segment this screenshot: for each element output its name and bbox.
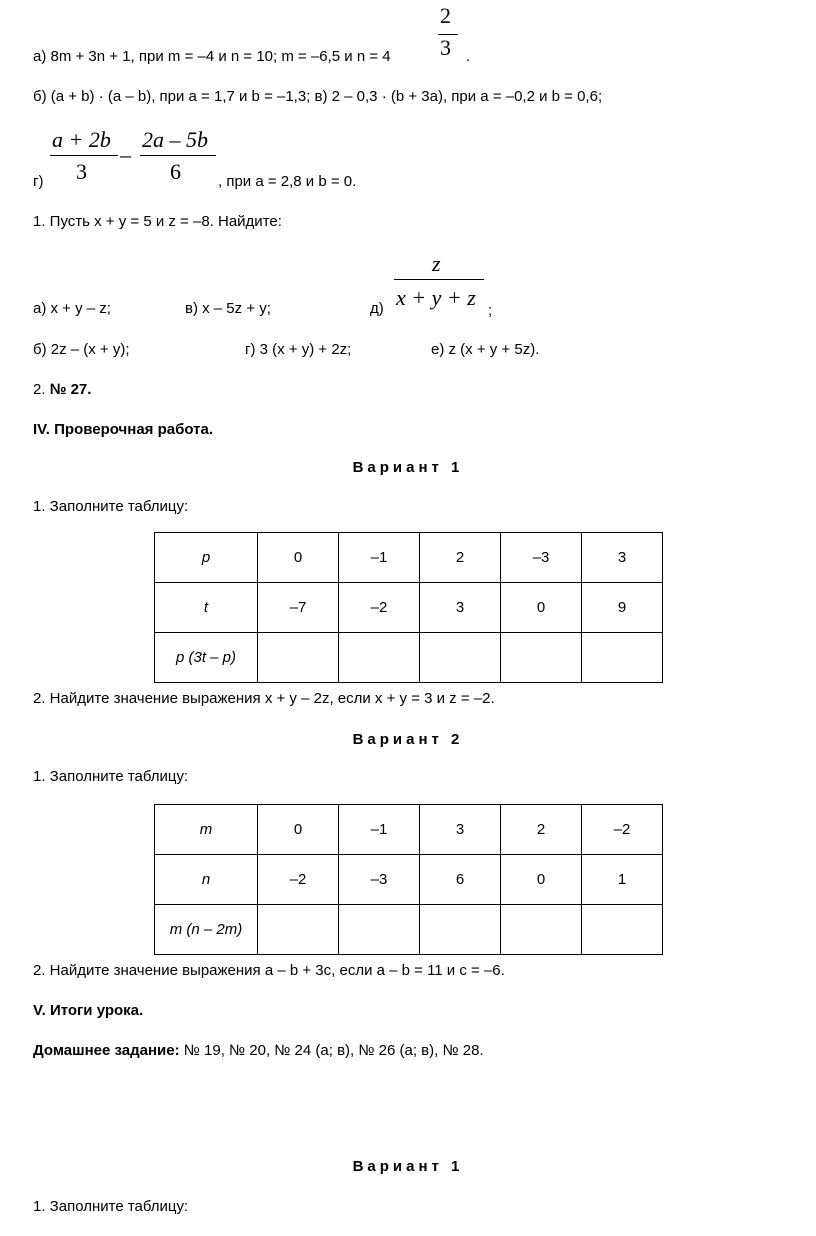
task2-number: № 27.: [49, 381, 92, 398]
table-cell: 0: [258, 533, 339, 583]
table-cell: 0: [501, 855, 582, 905]
table-cell: 2: [420, 533, 501, 583]
task1-d-end: ;: [488, 302, 493, 319]
table-header-cell: t: [155, 583, 258, 633]
table-cell: [501, 905, 582, 955]
table-cell: –2: [258, 855, 339, 905]
exercise-a-text: а) 8m + 3n + 1, при m = –4 и n = 10; m = –6,5 и n = 4: [33, 48, 391, 65]
table-row: [155, 633, 663, 683]
table-cell: –7: [258, 583, 339, 633]
table-row: [155, 805, 663, 855]
variant2-task1: 1. Заполните таблицу:: [33, 768, 189, 785]
table-cell: 1: [582, 855, 663, 905]
table-cell: 3: [420, 583, 501, 633]
table-cell: [582, 633, 663, 683]
variant1-repeat-task1: 1. Заполните таблицу:: [33, 1198, 189, 1215]
exercise-g-frac1-num: a + 2b: [52, 127, 111, 152]
table-cell: [420, 905, 501, 955]
variant1-task2: 2. Найдите значение выражения x + y – 2z, если x + y = 3 и z = –2.: [33, 690, 495, 707]
table-header-cell: n: [155, 855, 258, 905]
exercise-a-frac-den: 3: [440, 35, 451, 60]
task2: [33, 381, 91, 399]
task1-d-frac-den: x + y + z: [396, 285, 476, 310]
table-row: [155, 533, 663, 583]
table-cell: [420, 633, 501, 683]
task1-v: в) x – 5z + y;: [185, 300, 271, 317]
table-cell: 9: [582, 583, 663, 633]
table-cell: 6: [420, 855, 501, 905]
table-cell: 3: [582, 533, 663, 583]
exercise-a-end: .: [466, 48, 471, 65]
task2-prefix: 2.: [33, 381, 50, 398]
variant1-task1: 1. Заполните таблицу:: [33, 498, 189, 515]
table-cell: [501, 633, 582, 683]
table-cell: [582, 905, 663, 955]
exercise-g-frac2-num: 2a – 5b: [142, 127, 208, 152]
task1-b: б) 2z – (x + y);: [33, 341, 130, 358]
task1-g: г) 3 (x + y) + 2z;: [245, 341, 352, 358]
task1-d-frac-bar: [394, 279, 484, 280]
exercise-b: б) (a + b) · (a – b), при a = 1,7 и b = –1,3; в) 2 – 0,3 · (b + 3a), при a = –0,2 и b = 0,6;: [33, 88, 603, 105]
variant1-title: Вариант 1: [352, 459, 464, 476]
table-cell: –3: [501, 533, 582, 583]
table-cell: –3: [339, 855, 420, 905]
table-header-cell: p (3t – p): [155, 633, 258, 683]
table-cell: 3: [420, 805, 501, 855]
exercise-g-minus: –: [120, 142, 131, 167]
table-header-cell: m (n – 2m): [155, 905, 258, 955]
exercise-a-frac-num: 2: [440, 3, 451, 28]
task1-d-frac-num: z: [432, 251, 441, 276]
table-row: [155, 855, 663, 905]
table-row: [155, 583, 663, 633]
variant2-table: [154, 804, 663, 955]
table-header-cell: p: [155, 533, 258, 583]
table-cell: 2: [501, 805, 582, 855]
exercise-g-tail: , при a = 2,8 и b = 0.: [218, 173, 357, 190]
exercise-g-frac1-den: 3: [76, 159, 87, 184]
homework-label: Домашнее задание:: [33, 1042, 180, 1059]
variant1-repeat-title: Вариант 1: [352, 1158, 464, 1175]
table-cell: 0: [258, 805, 339, 855]
exercise-g-frac2-den: 6: [170, 159, 181, 184]
task1-e: е) z (x + y + 5z).: [431, 341, 540, 358]
homework-text: № 19, № 20, № 24 (а; в), № 26 (а; в), № 28.: [179, 1042, 484, 1059]
table-cell: [258, 633, 339, 683]
table-cell: [339, 905, 420, 955]
section-5-title: V. Итоги урока.: [33, 1002, 144, 1019]
table-header-cell: m: [155, 805, 258, 855]
table-cell: –2: [339, 583, 420, 633]
table-row: [155, 905, 663, 955]
exercise-g-frac2-bar: [140, 155, 216, 156]
variant1-table: [154, 532, 663, 683]
table-cell: 0: [501, 583, 582, 633]
exercise-g-frac1-bar: [50, 155, 118, 156]
table-cell: –2: [582, 805, 663, 855]
task1-intro: 1. Пусть x + y = 5 и z = –8. Найдите:: [33, 213, 282, 230]
table-cell: –1: [339, 533, 420, 583]
variant2-title: Вариант 2: [352, 731, 464, 748]
exercise-g-label: г): [33, 173, 44, 190]
variant2-task2: 2. Найдите значение выражения a – b + 3c, если a – b = 11 и c = –6.: [33, 962, 505, 979]
homework: [33, 1042, 484, 1060]
task1-a: а) x + y – z;: [33, 300, 111, 317]
task1-d-label: д): [370, 300, 384, 317]
table-cell: [339, 633, 420, 683]
section-4-title: IV. Проверочная работа.: [33, 421, 213, 438]
table-cell: –1: [339, 805, 420, 855]
table-cell: [258, 905, 339, 955]
exercise-a: [33, 48, 391, 66]
